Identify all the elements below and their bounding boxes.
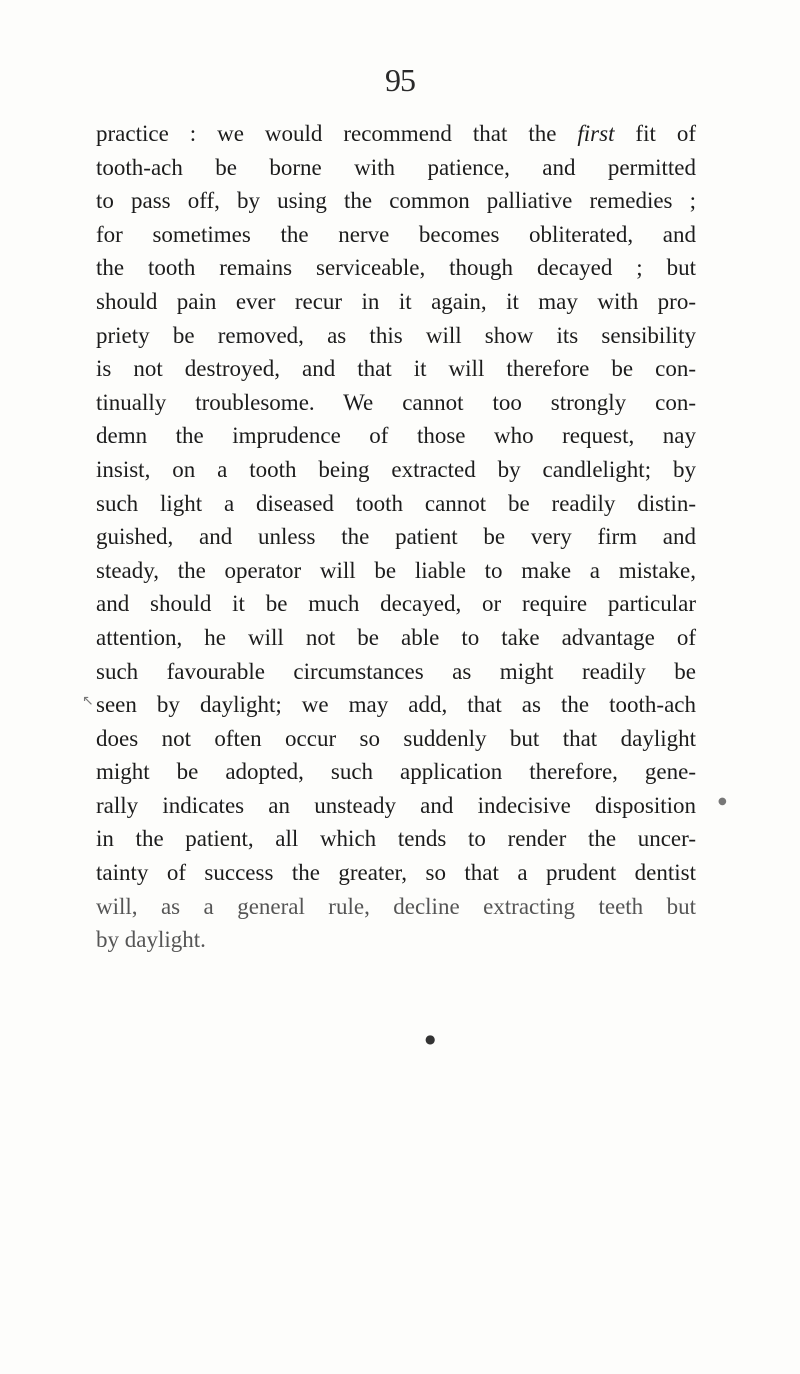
speck-mark: ● [718, 796, 727, 807]
text-line-3: to pass off, by using the common palliative remedies ; [96, 188, 696, 214]
text-line-13: guished, and unless the patient be very firm and [96, 524, 696, 550]
body-text [96, 117, 696, 957]
page-number: 95 [385, 62, 415, 98]
text-line-14: steady, the operator will be liable to make a mistake, [96, 557, 696, 583]
text-line-12: such light a diseased tooth cannot be readily distin- [96, 490, 696, 516]
text-line-23: tainty of success the greater, so that a prudent dentist [96, 860, 696, 886]
text-line-1: practice : we would recommend that the first fit of [96, 121, 696, 146]
text-line-6: should pain ever recur in it again, it may with pro- [96, 288, 696, 314]
text-line-22: in the patient, all which tends to render the uncer- [96, 826, 696, 852]
text-line-7: priety be removed, as this will show its sensibility [96, 322, 696, 348]
text-line-15: and should it be much decayed, or require particular [96, 591, 696, 617]
text-line-5: the tooth remains serviceable, though decayed ; but [96, 255, 696, 281]
text-line-10: demn the imprudence of those who request, nay [96, 423, 696, 449]
emphasis-first: first [577, 121, 615, 146]
text-line-11: insist, on a tooth being extracted by candlelight; by [96, 456, 696, 482]
text-line-21: rally indicates an unsteady and indecisive disposition [96, 792, 696, 818]
text-line-9: tinually troublesome. We cannot too strongly con- [96, 389, 696, 415]
text-line-20: might be adopted, such application therefore, gene- [96, 759, 696, 785]
text-line-18: seen by daylight; we may add, that as the tooth-ach [96, 692, 696, 718]
text-line-19: does not often occur so suddenly but that daylight [96, 725, 696, 751]
text-line-2: tooth-ach be borne with patience, and permitted [96, 154, 696, 180]
text-line-4: for sometimes the nerve becomes obliterated, and [96, 221, 696, 247]
text-line-25: by daylight. [96, 927, 206, 953]
speck-mark: ↖ [82, 693, 94, 709]
speck-mark: ● [425, 1032, 436, 1046]
text-line-16: attention, he will not be able to take advantage of [96, 624, 696, 650]
text-line-24: will, as a general rule, decline extracting teeth but [96, 893, 696, 919]
text-line-17: such favourable circumstances as might readily be [96, 658, 696, 684]
text-line-8: is not destroyed, and that it will therefore be con- [96, 356, 696, 382]
